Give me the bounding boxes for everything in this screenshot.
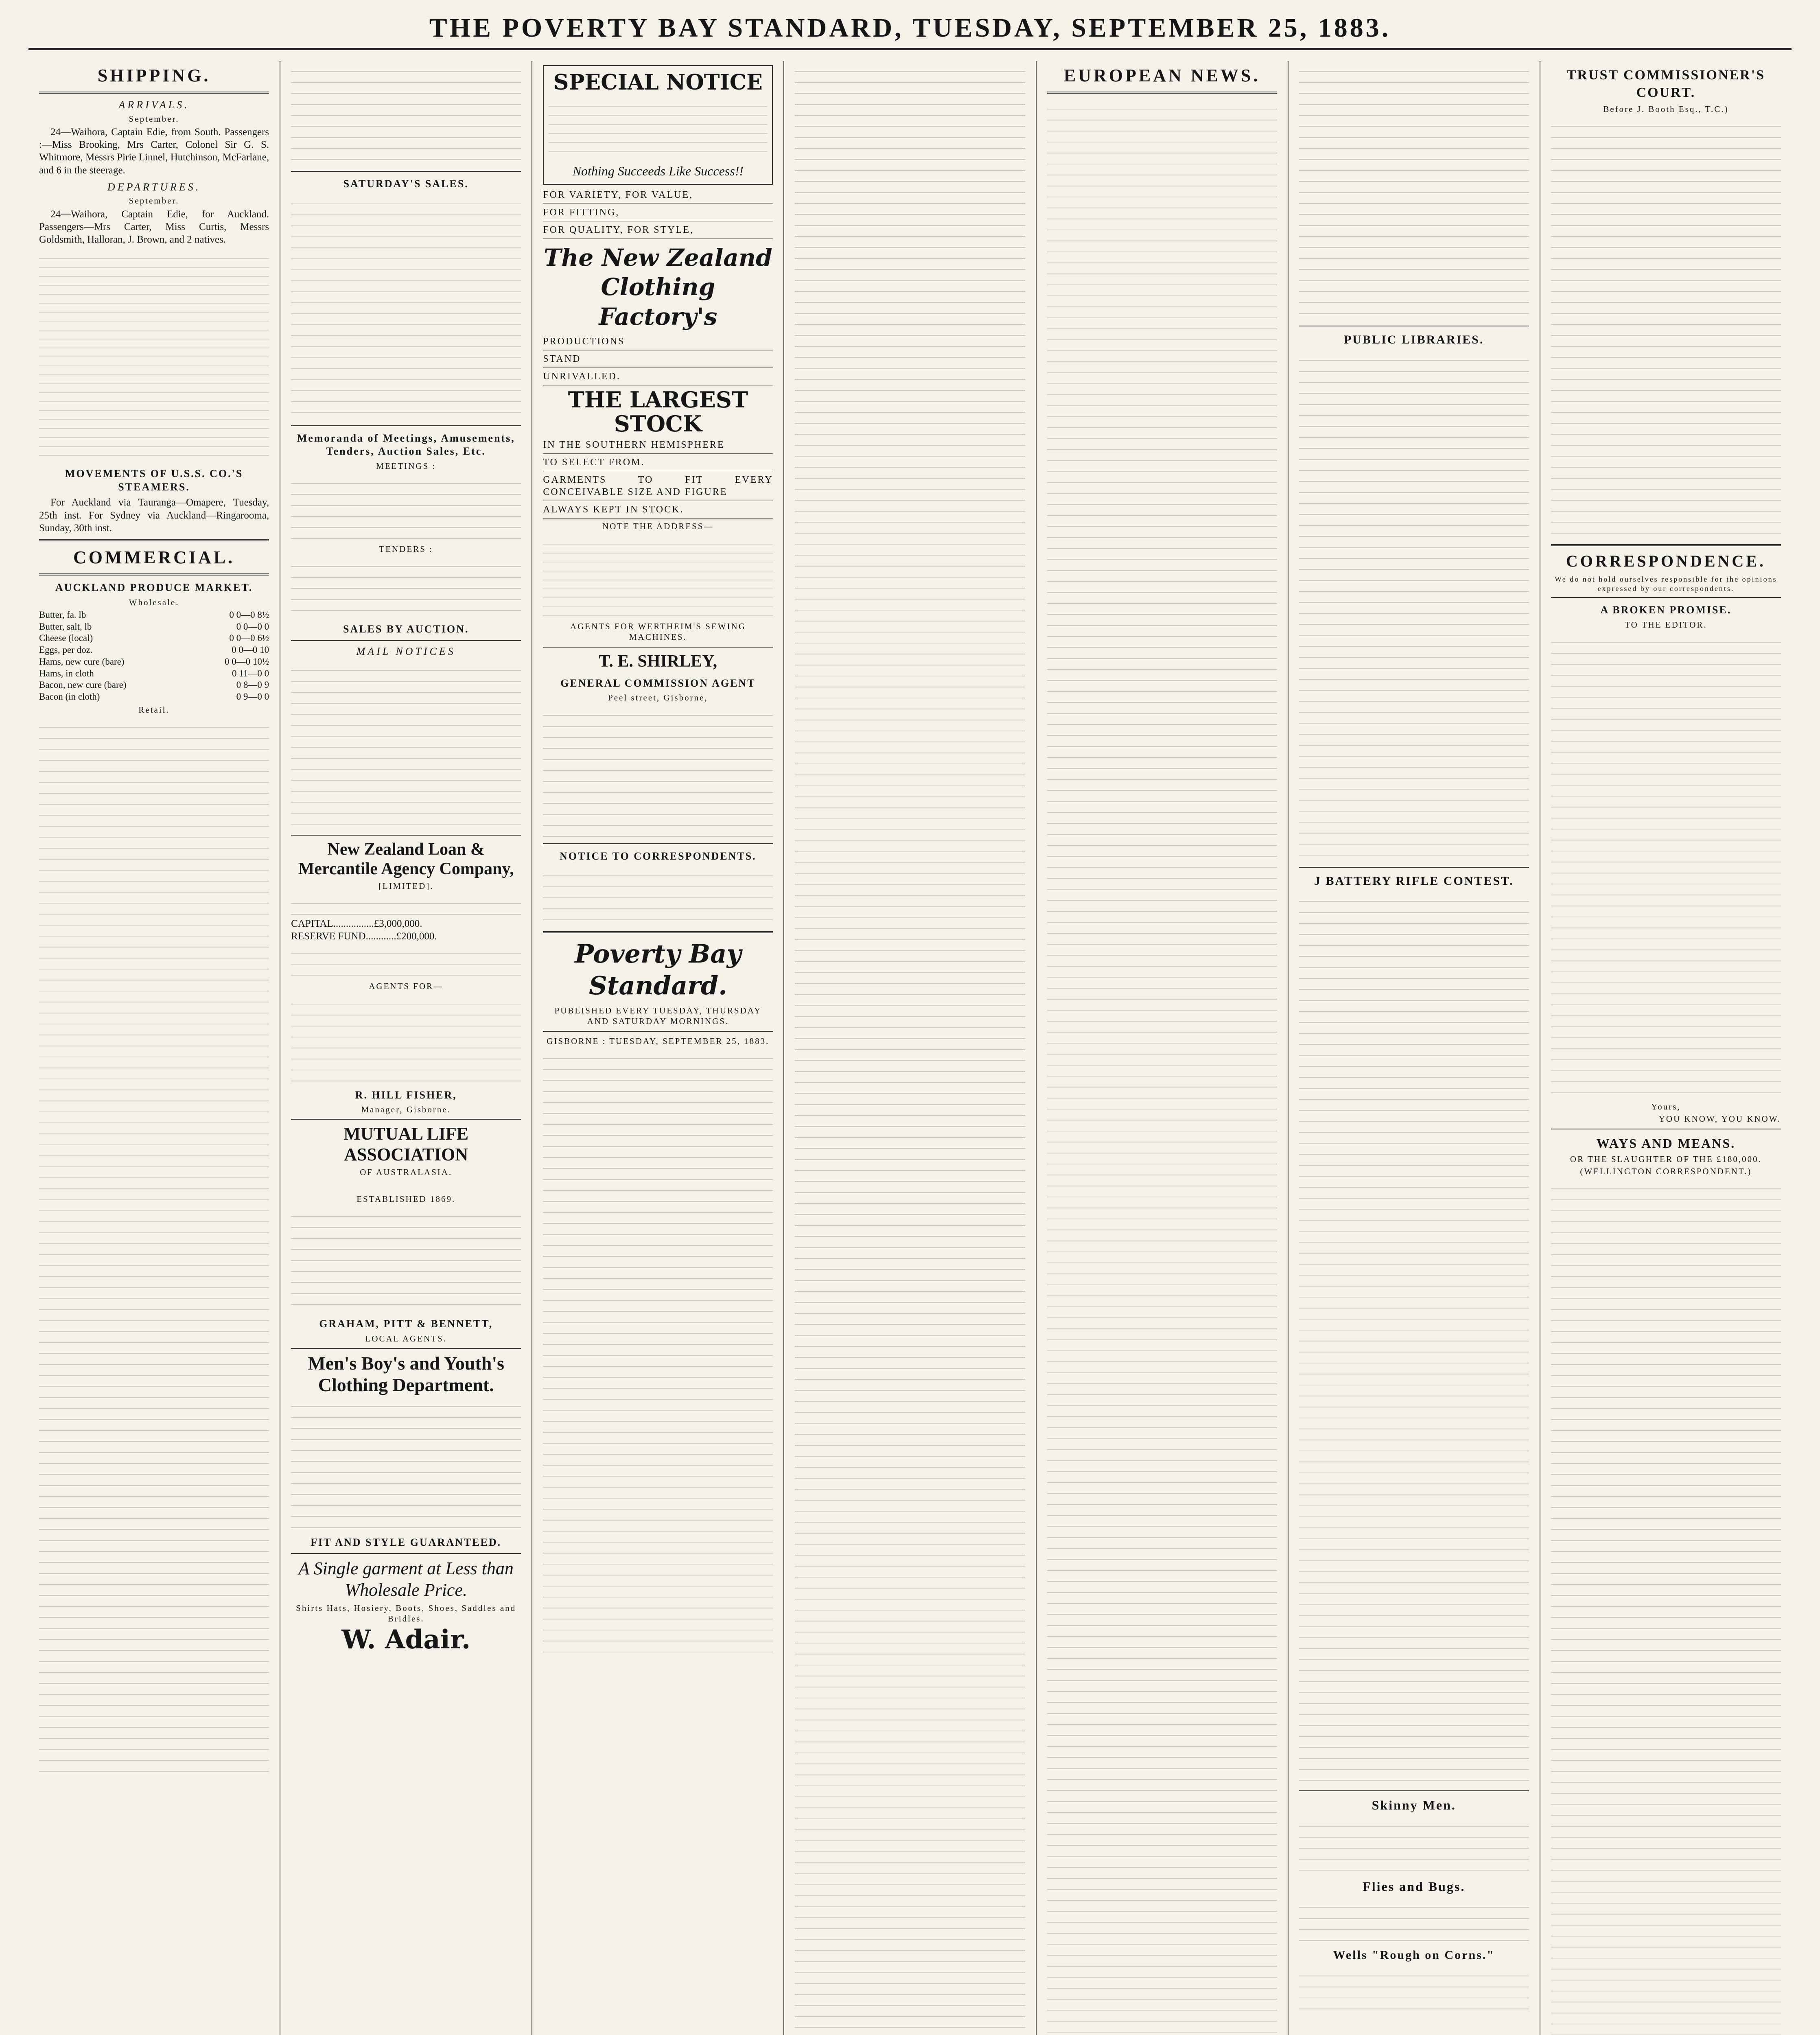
stand-line: STAND <box>543 353 773 368</box>
divider <box>291 640 521 641</box>
fitting-line: FOR FITTING, <box>543 206 773 221</box>
price-item: Butter, salt, lb <box>39 621 92 632</box>
meetings-text-block <box>291 473 521 542</box>
shirley-name: T. E. SHIRLEY, <box>599 652 718 671</box>
editorial-continued-block <box>795 61 1025 2035</box>
divider <box>291 1348 521 1349</box>
movements-heading: MOVEMENTS OF U.S.S. CO.'S STEAMERS. <box>65 468 243 493</box>
divider <box>543 931 773 933</box>
sales-text-block <box>291 193 521 421</box>
divider <box>1299 1790 1529 1791</box>
price-value: 0 8—0 9 <box>236 680 269 690</box>
rifle-contest-heading: J BATTERY RIFLE CONTEST. <box>1314 874 1514 888</box>
quality-line: FOR QUALITY, FOR STYLE, <box>543 224 773 239</box>
market-text-block <box>39 717 269 1775</box>
table-row <box>39 621 269 633</box>
mutual-text-block <box>291 1206 521 1312</box>
public-libraries-heading: PUBLIC LIBRARIES. <box>1344 333 1484 346</box>
poem-text-block <box>1551 1178 1781 2035</box>
trust-text-block <box>1551 116 1781 539</box>
auction-heading: SALES BY AUCTION. <box>343 623 469 635</box>
flies-bugs-heading: Flies and Bugs. <box>1363 1879 1466 1894</box>
column-correspondence <box>1540 61 1792 2035</box>
libraries-text-block <box>1299 350 1529 863</box>
wertheim-agents: AGENTS FOR WERTHEIM'S SEWING MACHINES. <box>570 621 746 642</box>
divider <box>1299 867 1529 868</box>
graham-name: GRAHAM, PITT & BENNETT, <box>319 1318 493 1330</box>
letter-text-block <box>1551 632 1781 1100</box>
table-row <box>39 691 269 703</box>
price-value: 0 0—0 8½ <box>229 609 269 620</box>
news-continued-block <box>1299 61 1529 322</box>
table-row <box>39 609 269 621</box>
table-row <box>39 679 269 691</box>
letter-yours: Yours, <box>1651 1102 1681 1112</box>
price-item: Bacon, new cure (bare) <box>39 680 127 690</box>
table-row <box>39 644 269 656</box>
price-value: 0 0—0 0 <box>236 621 269 632</box>
unrivalled-line: UNRIVALLED. <box>543 370 773 385</box>
price-item: Eggs, per doz. <box>39 645 93 655</box>
trust-court-heading: TRUST COMMISSIONER'S COURT. <box>1566 68 1765 100</box>
notice-text-block <box>543 865 773 926</box>
fisher-name: R. HILL FISHER, <box>355 1089 457 1101</box>
reserve-line: RESERVE FUND............£200,000. <box>291 931 437 942</box>
divider <box>291 425 521 426</box>
divider <box>543 843 773 844</box>
loan-company-title: New Zealand Loan & Mercantile Agency Company, <box>298 840 514 879</box>
factory-list-block <box>549 98 767 159</box>
price-value: 0 0—0 10½ <box>224 656 269 667</box>
price-value: 0 9—0 0 <box>236 691 269 702</box>
paper-title: Poverty Bay Standard. <box>575 939 742 1000</box>
fit-style-line: FIT AND STYLE GUARANTEED. <box>311 1536 502 1548</box>
graham-role: LOCAL AGENTS. <box>365 1333 447 1344</box>
mutual-life-sub: OF AUSTRALASIA. <box>360 1167 453 1177</box>
ways-means-heading: WAYS AND MEANS. <box>1596 1136 1736 1151</box>
departures-text: 24—Waihora, Captain Edie, for Auckland. Passengers—Mrs Carter, Miss Curtis, Messrs Goldsmith, Halloran, J. Brown, and 2 natives. <box>39 208 269 245</box>
divider <box>39 92 269 94</box>
divider <box>1551 597 1781 598</box>
divider <box>291 171 521 172</box>
column-adverts <box>532 61 784 2035</box>
adair-signature: W. Adair. <box>341 1624 471 1655</box>
nothing-succeeds: Nothing Succeeds Like Success!! <box>572 164 744 179</box>
arrivals-label: ARRIVALS. <box>118 99 190 111</box>
single-garment-line: A Single garment at Less than Wholesale Price. <box>298 1558 514 1600</box>
column-sales <box>280 61 532 2035</box>
tenders-label: TENDERS : <box>379 544 433 554</box>
select-line: TO SELECT FROM. <box>543 456 773 471</box>
established-line: ESTABLISHED 1869. <box>357 1194 456 1204</box>
meetings-label: MEETINGS : <box>376 461 436 471</box>
price-item: Hams, in cloth <box>39 668 94 678</box>
agents-heading: AGENTS FOR— <box>369 981 444 991</box>
columns <box>28 61 1792 2035</box>
price-value: 0 0—0 6½ <box>229 633 269 643</box>
movements-text: For Auckland via Tauranga—Omapere, Tuesday, 25th inst. For Sydney via Auckland—Ringarooma, Sunday, 30th inst. <box>39 497 269 534</box>
column-libraries <box>1288 61 1540 2035</box>
price-value: 0 11—0 0 <box>232 668 269 678</box>
price-item: Bacon (in cloth) <box>39 691 100 702</box>
loan-text-block <box>291 943 521 979</box>
masthead: THE POVERTY BAY STANDARD, TUESDAY, SEPTEMBER 25, 1883. <box>28 14 1792 50</box>
editorial-text-block <box>543 1048 773 1659</box>
price-item: Butter, fa. lb <box>39 609 86 620</box>
clothing-dept-title: Men's Boy's and Youth's Clothing Department. <box>308 1352 505 1395</box>
corns-text-block <box>1299 1965 1529 2014</box>
published-line: PUBLISHED EVERY TUESDAY, THURSDAY AND SATURDAY MORNINGS. <box>554 1006 762 1026</box>
table-row <box>39 632 269 644</box>
mail-text-block <box>291 660 521 831</box>
european-news-heading: EUROPEAN NEWS. <box>1063 66 1260 85</box>
special-notice-title: SPECIAL NOTICE <box>553 70 763 95</box>
divider <box>39 573 269 575</box>
divider <box>1551 544 1781 546</box>
correspondence-heading: CORRESPONDENCE. <box>1566 552 1766 571</box>
skinny-men-heading: Skinny Men. <box>1372 1798 1456 1812</box>
shipping-text-block <box>39 250 269 462</box>
address-block <box>543 536 773 617</box>
price-item: Hams, new cure (bare) <box>39 656 125 667</box>
to-editor: TO THE EDITOR. <box>1625 619 1707 630</box>
divider <box>1047 92 1277 94</box>
largest-stock: THE LARGEST STOCK <box>568 387 748 437</box>
notice-correspondents: NOTICE TO CORRESPONDENTS. <box>560 850 757 862</box>
divider <box>291 1553 521 1554</box>
slaughter-subheading: OR THE SLAUGHTER OF THE £180,000. <box>1570 1154 1762 1164</box>
shirley-address: Peel street, Gisborne, <box>608 693 708 703</box>
table-row <box>39 668 269 680</box>
note-address: NOTE THE ADDRESS— <box>602 521 714 531</box>
variety-line: FOR VARIETY, FOR VALUE, <box>543 189 773 204</box>
correspondence-disclaimer: We do not hold ourselves responsible for the opinions expressed by our correspondents. <box>1555 575 1777 593</box>
divider <box>291 835 521 836</box>
table-row <box>39 656 269 668</box>
clothing-text-block <box>291 1396 521 1530</box>
fisher-role: Manager, Gisborne. <box>361 1105 451 1115</box>
flies-text-block <box>1299 1897 1529 1942</box>
retail-label: Retail. <box>138 705 170 715</box>
broken-promise-heading: A BROKEN PROMISE. <box>1600 604 1732 616</box>
column-editorial <box>784 61 1036 2035</box>
garments-line: GARMENTS TO FIT EVERY CONCEIVABLE SIZE AND FIGURE <box>543 474 773 501</box>
mail-notices-heading: MAIL NOTICES <box>356 645 456 657</box>
column-european-news <box>1037 61 1288 2035</box>
divider <box>291 1119 521 1120</box>
shirts-line: Shirts Hats, Hosiery, Boots, Shoes, Saddles and Bridles. <box>296 1603 516 1624</box>
divider <box>543 1031 773 1032</box>
capital-line: CAPITAL................£3,000,000. <box>291 918 422 929</box>
dateline: GISBORNE : TUESDAY, SEPTEMBER 25, 1883. <box>547 1036 770 1046</box>
wellington-correspondent: (WELLINGTON CORRESPONDENT.) <box>1580 1166 1752 1176</box>
shirley-text-block <box>543 705 773 839</box>
shipping-heading: SHIPPING. <box>97 66 211 85</box>
arrivals-month: September. <box>129 114 179 124</box>
arrivals-text: 24—Waihora, Captain Edie, from South. Passengers :—Miss Brooking, Mrs Carter, Colonel Sir G. S. Whitmore, Messrs Pirie Linnel, Hutchinson, McFarlane, and 6 in the steerage. <box>39 126 269 176</box>
price-item: Cheese (local) <box>39 633 93 643</box>
divider <box>543 647 773 648</box>
skinny-text-block <box>1299 1816 1529 1873</box>
divider <box>39 539 269 541</box>
trust-before: Before J. Booth Esq., T.C.) <box>1603 104 1729 114</box>
european-news-block <box>1047 98 1277 2035</box>
rough-on-corns-heading: Wells "Rough on Corns." <box>1333 1948 1495 1962</box>
productions-line: PRODUCTIONS <box>543 335 773 350</box>
always-line: ALWAYS KEPT IN STOCK. <box>543 503 773 519</box>
loan-office-block <box>291 893 521 917</box>
departures-month: September. <box>129 196 179 206</box>
tenders-text-block <box>291 556 521 617</box>
produce-heading: AUCKLAND PRODUCE MARKET. <box>55 582 253 593</box>
memoranda-heading: Memoranda of Meetings, Amusements, Tenders, Auction Sales, Etc. <box>297 432 515 457</box>
wholesale-label: Wholesale. <box>129 597 179 607</box>
rifle-contest-block <box>1299 891 1529 1786</box>
special-notice-advert <box>543 65 773 185</box>
departures-label: DEPARTURES. <box>107 181 201 193</box>
hemisphere-line: IN THE SOUTHERN HEMISPHERE <box>543 439 773 454</box>
letter-signature: YOU KNOW, YOU KNOW. <box>1658 1114 1781 1124</box>
loan-company-limited: [LIMITED]. <box>378 881 434 891</box>
nz-clothing-title: The New Zealand Clothing Factory's <box>544 243 772 330</box>
column-shipping <box>28 61 280 2035</box>
commercial-heading: COMMERCIAL. <box>73 547 235 567</box>
agents-text-block <box>291 993 521 1083</box>
price-table <box>39 609 269 703</box>
market-continued-block <box>291 61 521 167</box>
shirley-role: GENERAL COMMISSION AGENT <box>560 677 756 689</box>
saturday-sales-heading: SATURDAY'S SALES. <box>343 178 469 190</box>
price-value: 0 0—0 10 <box>232 645 269 655</box>
mutual-life-title: MUTUAL LIFE ASSOCIATION <box>343 1124 469 1164</box>
